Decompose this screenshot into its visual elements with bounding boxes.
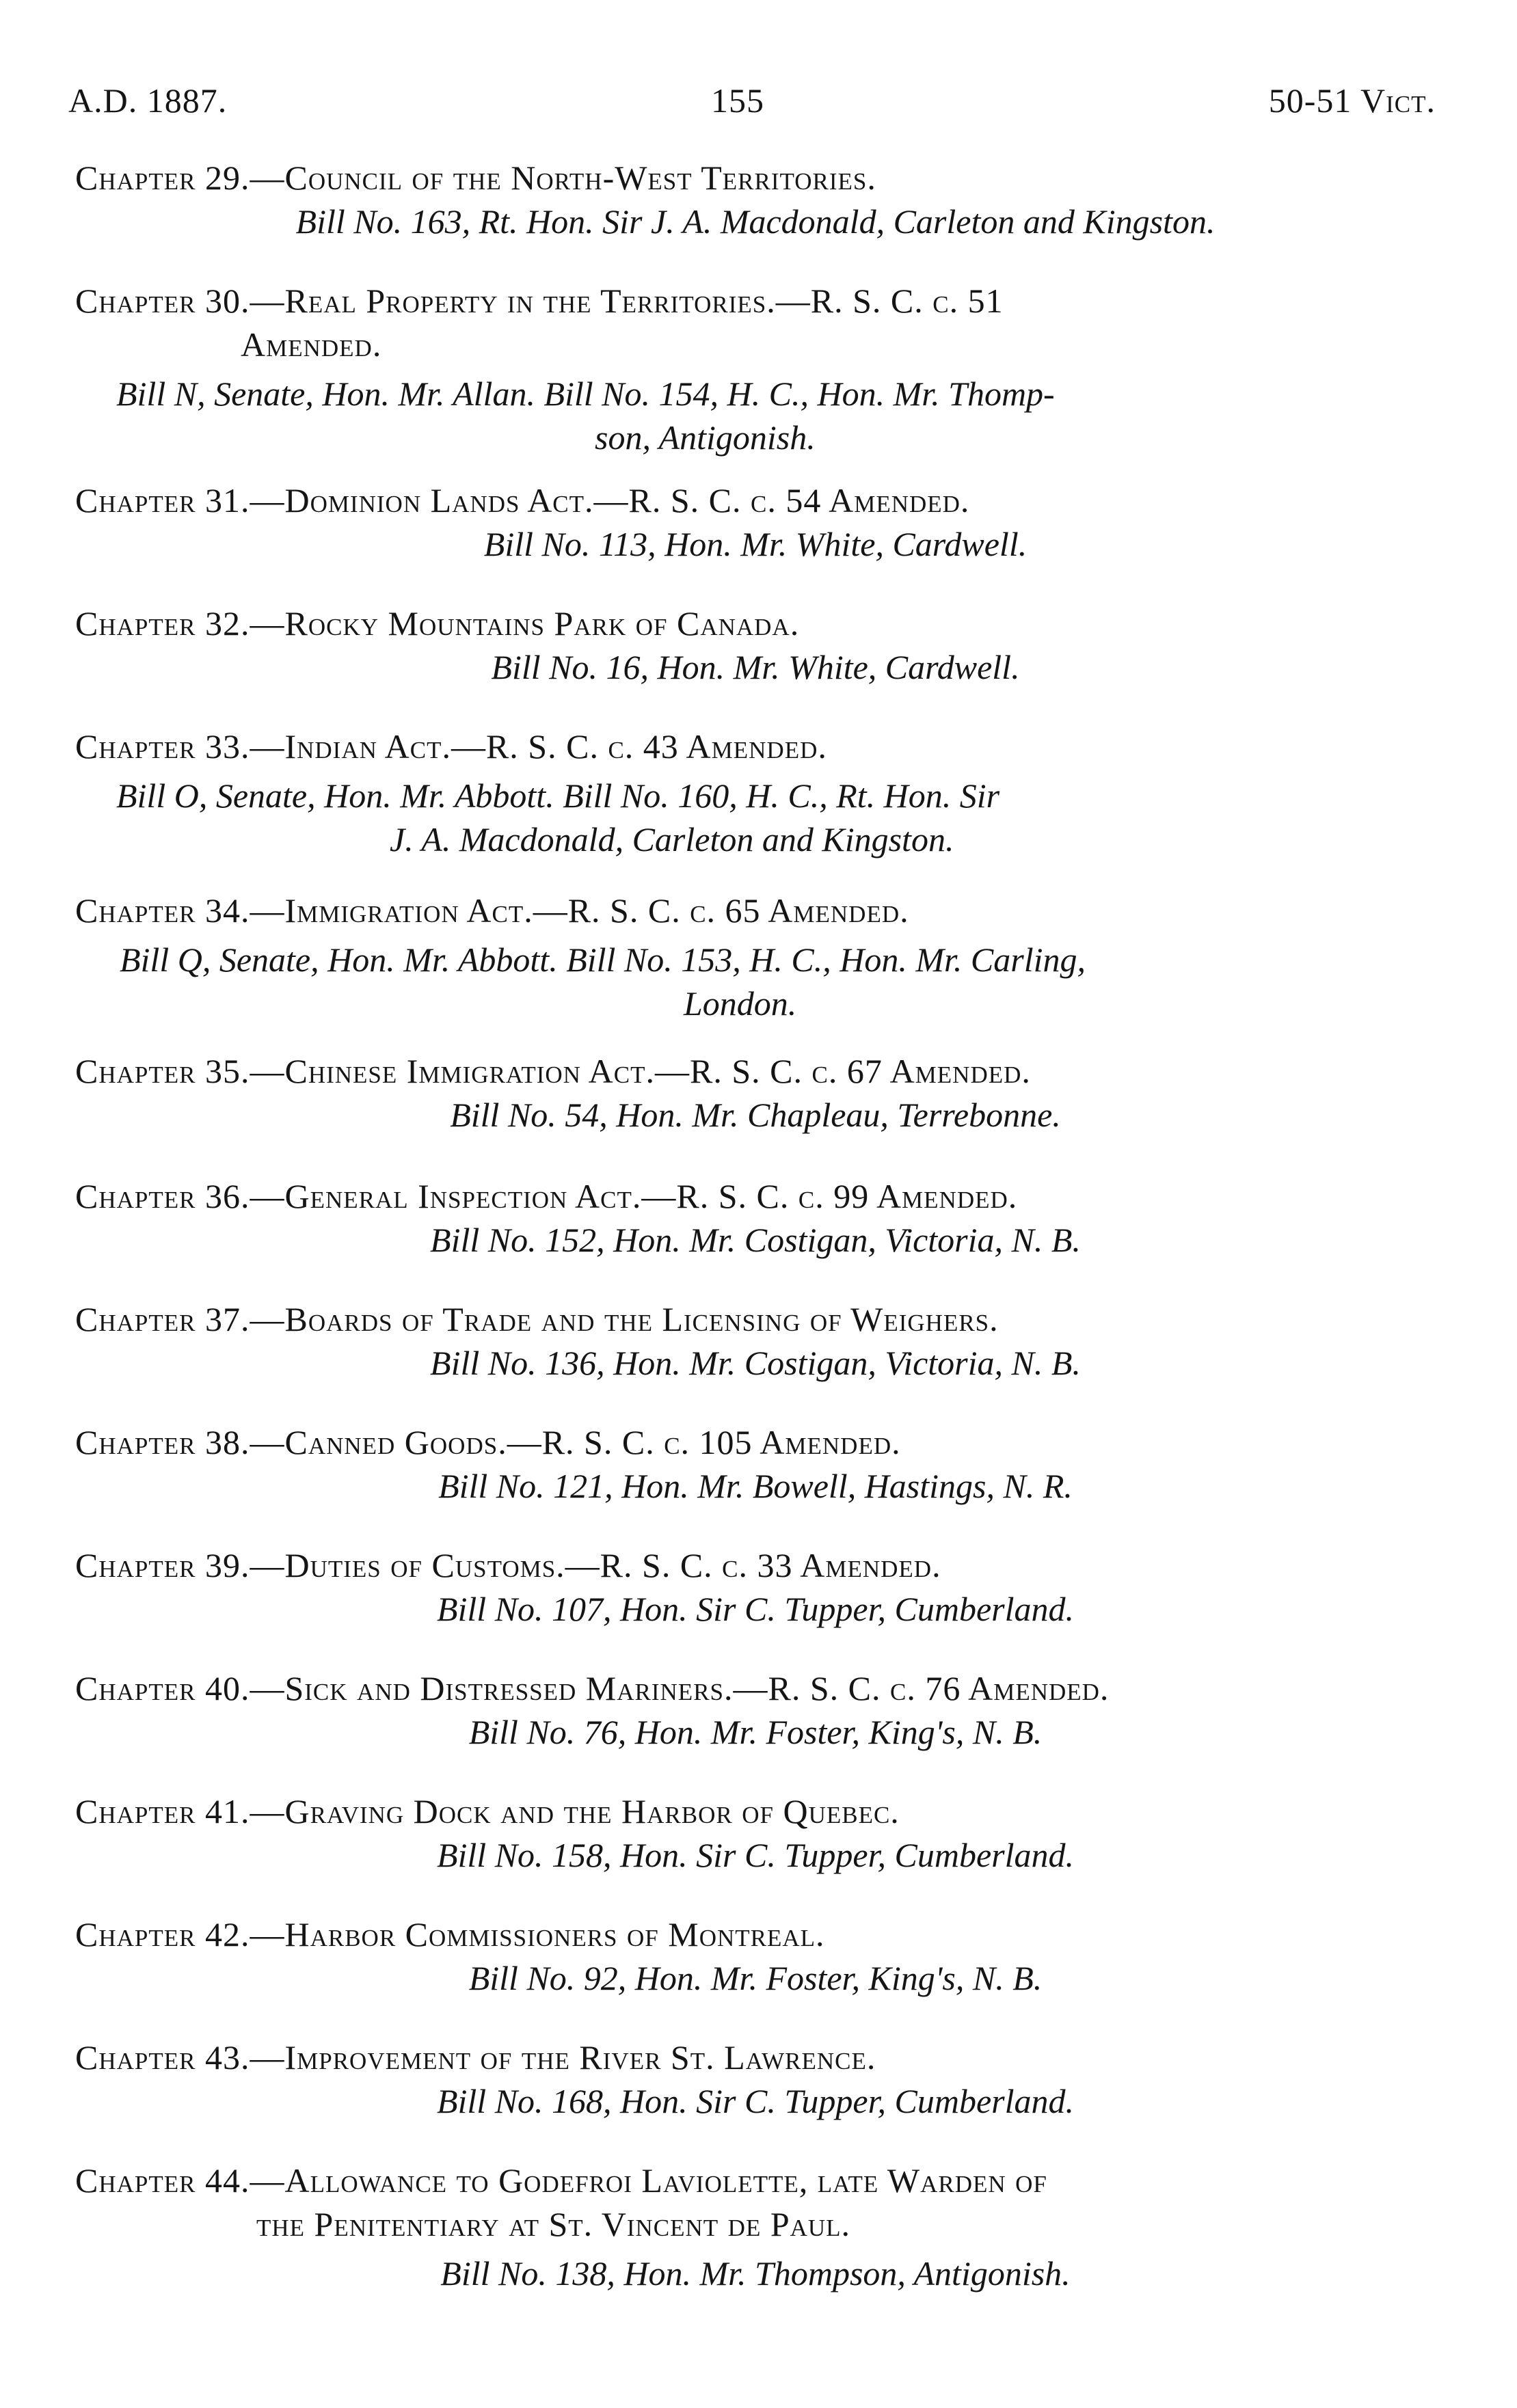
chapter-title: Chapter 44.—Allowance to Godefroi Laviolette, late Warden of [75,2161,1047,2200]
chapter-title: Chapter 41.—Graving Dock and the Harbor of Quebec. [75,1792,900,1830]
chapter-entry-29 [75,156,1436,243]
chapter-entry-35 [75,1049,1436,1137]
bill-reference: Bill N, Senate, Hon. Mr. Allan. Bill No. 154, H. C., Hon. Mr. Thomp- [116,375,1055,413]
bill-reference: Bill No. 76, Hon. Mr. Foster, King's, N. B. [468,1713,1043,1751]
bill-reference: Bill No. 113, Hon. Mr. White, Cardwell. [483,525,1028,563]
bill-reference: Bill O, Senate, Hon. Mr. Abbott. Bill No. 160, H. C., Rt. Hon. Sir [116,776,1000,815]
chapter-title: Chapter 37.—Boards of Trade and the Licensing of Weighers. [75,1300,999,1338]
bill-reference: Bill No. 121, Hon. Mr. Bowell, Hastings, N. R. [438,1467,1073,1505]
chapter-entry-43 [75,2035,1436,2123]
bill-reference: Bill No. 54, Hon. Mr. Chapleau, Terrebonne. [450,1096,1061,1134]
chapter-title: Chapter 42.—Harbor Commissioners of Montreal. [75,1915,825,1953]
chapter-title: Chapter 32.—Rocky Mountains Park of Canada. [75,604,800,642]
chapter-title-continued: Amended. [241,325,382,364]
chapter-title: Chapter 39.—Duties of Customs.—R. S. C. c. 33 Amended. [75,1546,941,1584]
bill-reference-continued: son, Antigonish. [595,418,816,457]
bill-reference: Bill Q, Senate, Hon. Mr. Abbott. Bill No. 153, H. C., Hon. Mr. Carling, [120,941,1086,979]
chapter-entry-38 [75,1420,1436,1508]
header-year: A.D. 1887. [68,81,228,120]
chapter-title: Chapter 33.—Indian Act.—R. S. C. c. 43 Amended. [75,727,827,766]
chapter-title: Chapter 38.—Canned Goods.—R. S. C. c. 105 Amended. [75,1423,901,1461]
chapter-entry-39 [75,1543,1436,1631]
chapter-title: Chapter 30.—Real Property in the Territories.—R. S. C. c. 51 [75,282,1004,320]
chapter-title-continued: the Penitentiary at St. Vincent de Paul. [256,2205,851,2243]
header-regnal-year: 50-51 Vict. [1268,81,1436,120]
bill-reference: Bill No. 107, Hon. Sir C. Tupper, Cumberland. [436,1590,1075,1628]
chapter-entry-41 [75,1789,1436,1877]
chapter-entry-31 [75,478,1436,566]
bill-reference-continued: London. [684,984,797,1023]
bill-reference: Bill No. 163, Rt. Hon. Sir J. A. Macdonald, Carleton and Kingston. [295,202,1216,241]
page-number: 155 [711,81,764,120]
bill-reference: Bill No. 92, Hon. Mr. Foster, King's, N. B. [468,1959,1043,1997]
chapter-entry-33 [75,725,1436,861]
bill-reference: Bill No. 138, Hon. Mr. Thompson, Antigonish. [440,2254,1071,2292]
chapter-entry-37 [75,1297,1436,1385]
chapter-title: Chapter 29.—Council of the North-West Territories. [75,159,876,197]
chapter-title: Chapter 40.—Sick and Distressed Mariners.—R. S. C. c. 76 Amended. [75,1669,1110,1707]
chapter-title: Chapter 31.—Dominion Lands Act.—R. S. C. c. 54 Amended. [75,481,970,519]
bill-reference: Bill No. 136, Hon. Mr. Costigan, Victoria, N. B. [430,1344,1081,1382]
chapter-entry-44 [75,2159,1436,2295]
bill-reference: Bill No. 168, Hon. Sir C. Tupper, Cumberland. [436,2082,1075,2120]
bill-reference-continued: J. A. Macdonald, Carleton and Kingston. [390,820,954,858]
chapter-entry-36 [75,1174,1436,1262]
running-header [68,81,1436,128]
chapter-title: Chapter 43.—Improvement of the River St. Lawrence. [75,2038,876,2076]
chapter-title: Chapter 36.—General Inspection Act.—R. S. C. c. 99 Amended. [75,1177,1018,1215]
chapter-entry-42 [75,1912,1436,2000]
chapter-entry-32 [75,601,1436,689]
bill-reference: Bill No. 16, Hon. Mr. White, Cardwell. [491,648,1020,686]
chapter-title: Chapter 35.—Chinese Immigration Act.—R. S. C. c. 67 Amended. [75,1052,1031,1090]
chapter-entry-30 [75,279,1436,459]
chapter-entry-34 [75,889,1436,1025]
chapter-entry-40 [75,1666,1436,1754]
chapter-title: Chapter 34.—Immigration Act.—R. S. C. c. 65 Amended. [75,891,909,930]
bill-reference: Bill No. 152, Hon. Mr. Costigan, Victoria, N. B. [430,1221,1081,1259]
bill-reference: Bill No. 158, Hon. Sir C. Tupper, Cumberland. [436,1836,1075,1874]
